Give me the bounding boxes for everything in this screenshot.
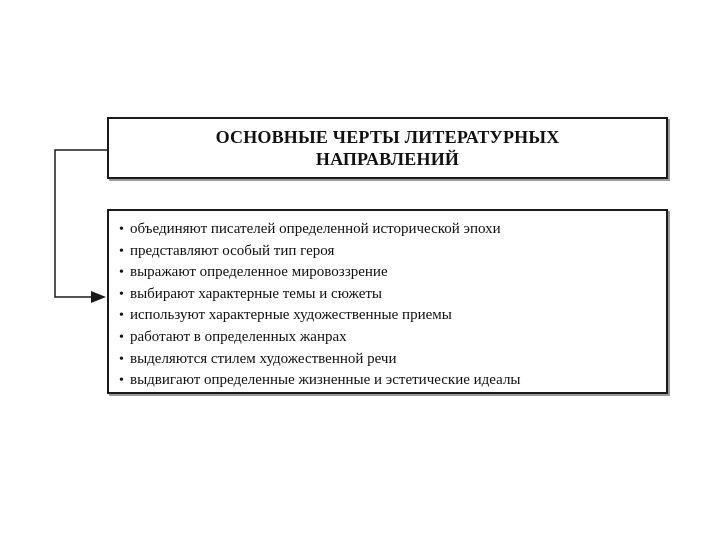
features-list xyxy=(119,219,666,392)
list-item xyxy=(119,327,666,349)
list-item-text: выдвигают определенные жизненные и эстетические идеалы xyxy=(130,372,521,389)
list-item-text: работают в определенных жанрах xyxy=(130,328,347,345)
list-item xyxy=(119,370,666,392)
features-box xyxy=(107,209,668,394)
list-item-text: выбирают характерные темы и сюжеты xyxy=(130,285,382,302)
list-item-text: используют характерные художественные приемы xyxy=(130,307,452,324)
list-item xyxy=(119,284,666,306)
bullet-icon: • xyxy=(119,243,124,259)
list-item-text: представляют особый тип героя xyxy=(130,242,335,259)
list-item xyxy=(119,219,666,241)
list-item xyxy=(119,241,666,263)
list-item-text: объединяют писателей определенной исторической эпохи xyxy=(130,221,501,237)
bullet-icon: • xyxy=(119,373,124,389)
list-item xyxy=(119,262,666,284)
list-item xyxy=(119,305,666,327)
bullet-icon: • xyxy=(119,351,124,367)
title-line-1: ОСНОВНЫЕ ЧЕРТЫ ЛИТЕРАТУРНЫХ xyxy=(215,127,560,147)
bullet-icon: • xyxy=(119,308,124,324)
title-line-2: НАПРАВЛЕНИЙ xyxy=(315,149,460,169)
list-item-text: выражают определенное мировоззрение xyxy=(130,264,388,281)
connector-line xyxy=(55,150,107,297)
title-box xyxy=(107,117,668,179)
bullet-icon: • xyxy=(119,286,124,302)
bullet-icon: • xyxy=(119,265,124,281)
list-item-text: выделяются стилем художественной речи xyxy=(130,350,397,367)
bullet-icon: • xyxy=(119,329,124,345)
bullet-icon: • xyxy=(119,222,124,237)
list-item xyxy=(119,349,666,371)
arrowhead-icon xyxy=(91,291,106,303)
